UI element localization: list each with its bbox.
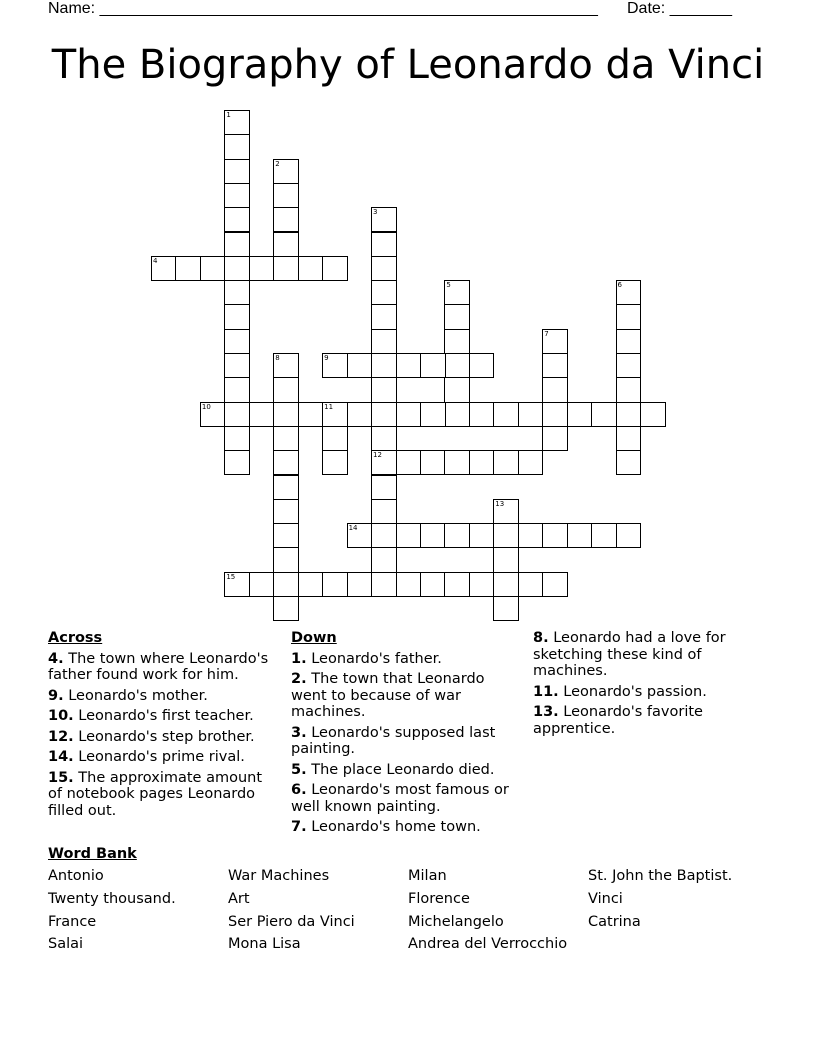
crossword-cell[interactable]	[616, 280, 642, 305]
clue-down: 8. Leonardo had a love for sketching these kind of machines.	[533, 630, 726, 679]
crossword-cell[interactable]	[224, 159, 250, 184]
crossword-cell[interactable]	[444, 280, 470, 305]
crossword-cell[interactable]	[469, 353, 495, 378]
crossword-cell[interactable]	[224, 572, 250, 597]
crossword-cell[interactable]	[542, 572, 568, 597]
crossword-cell[interactable]	[322, 256, 348, 281]
crossword-cell[interactable]	[444, 329, 470, 354]
crossword-cell[interactable]	[371, 232, 397, 257]
cell-number: 5	[446, 281, 451, 290]
crossword-cell[interactable]	[273, 159, 299, 184]
crossword-cell[interactable]	[224, 377, 250, 402]
clue-down: 5. The place Leonardo died.	[291, 761, 495, 778]
crossword-cell[interactable]	[444, 377, 470, 402]
crossword-cell[interactable]	[518, 523, 544, 548]
crossword-cell[interactable]	[224, 450, 250, 475]
down-clues-continued	[533, 630, 768, 741]
crossword-cell[interactable]	[469, 523, 495, 548]
crossword-cell[interactable]	[420, 572, 446, 597]
crossword-cell[interactable]	[469, 572, 495, 597]
crossword-cell[interactable]	[371, 499, 397, 524]
crossword-cell[interactable]	[273, 547, 299, 572]
crossword-cell[interactable]	[273, 572, 299, 597]
crossword-cell[interactable]	[371, 329, 397, 354]
crossword-cell[interactable]	[273, 207, 299, 232]
crossword-cell[interactable]	[616, 450, 642, 475]
cell-number: 10	[201, 402, 211, 411]
crossword-cell[interactable]	[444, 450, 470, 475]
crossword-cell[interactable]	[151, 256, 177, 281]
word-bank-item: Michelangelo	[408, 914, 504, 930]
cell-number: 9	[324, 354, 329, 362]
down-heading: Down	[291, 630, 337, 646]
crossword-cell[interactable]	[444, 353, 470, 378]
crossword-cell[interactable]	[616, 353, 642, 378]
crossword-cell[interactable]	[616, 329, 642, 354]
crossword-cell[interactable]	[591, 523, 617, 548]
cell-number: 11	[324, 402, 334, 411]
crossword-cell[interactable]	[396, 450, 422, 475]
clue-across: 9. Leonardo's mother.	[48, 687, 208, 704]
crossword-cell[interactable]	[322, 426, 348, 451]
page-title: The Biography of Leonardo da Vinci	[51, 42, 765, 88]
crossword-cell[interactable]	[616, 377, 642, 402]
crossword-cell[interactable]	[493, 523, 519, 548]
crossword-cell[interactable]	[396, 572, 422, 597]
clue-down: 11. Leonardo's passion.	[533, 683, 707, 700]
crossword-cell[interactable]	[420, 402, 446, 427]
across-clues	[48, 630, 278, 823]
crossword-cell[interactable]	[224, 280, 250, 305]
crossword-cell[interactable]	[444, 304, 470, 329]
crossword-cell[interactable]	[542, 523, 568, 548]
word-bank-item: Salai	[48, 936, 84, 952]
word-bank-item: St. John the Baptist.	[588, 868, 733, 884]
crossword-cell[interactable]	[616, 402, 642, 427]
word-bank-item: Florence	[408, 891, 470, 907]
crossword-cell[interactable]	[371, 450, 397, 475]
crossword-cell[interactable]	[224, 426, 250, 451]
crossword-cell[interactable]	[640, 402, 666, 427]
crossword-cell[interactable]	[224, 232, 250, 257]
crossword-cell[interactable]	[493, 450, 519, 475]
word-bank-item: War Machines	[228, 868, 330, 884]
crossword-cell[interactable]	[322, 572, 348, 597]
crossword-cell[interactable]	[518, 450, 544, 475]
date-field-label: Date: _______	[627, 0, 732, 17]
clue-across: 14. Leonardo's prime rival.	[48, 749, 245, 765]
crossword-cell[interactable]	[518, 402, 544, 427]
crossword-cell[interactable]	[273, 426, 299, 451]
crossword-cell[interactable]	[420, 353, 446, 378]
crossword-cell[interactable]	[616, 523, 642, 548]
cell-number: 15	[226, 572, 236, 581]
crossword-cell[interactable]	[224, 110, 250, 135]
crossword-cell[interactable]	[420, 523, 446, 548]
crossword-cell[interactable]	[249, 572, 275, 597]
crossword-cell[interactable]	[273, 450, 299, 475]
down-clues	[291, 630, 521, 840]
crossword-cell[interactable]	[347, 402, 373, 427]
crossword-cell[interactable]	[371, 280, 397, 305]
word-bank-item: Antonio	[48, 868, 104, 884]
crossword-cell[interactable]	[396, 353, 422, 378]
crossword-cell[interactable]	[371, 353, 397, 378]
crossword-cell[interactable]	[224, 256, 250, 281]
crossword-cell[interactable]	[518, 572, 544, 597]
crossword-cell[interactable]	[347, 523, 373, 548]
word-bank-item: Ser Piero da Vinci	[228, 914, 355, 930]
crossword-cell[interactable]	[224, 183, 250, 208]
crossword-cell[interactable]	[273, 402, 299, 427]
crossword-cell[interactable]	[493, 572, 519, 597]
word-bank-heading: Word Bank	[48, 846, 137, 862]
crossword-cell[interactable]	[469, 402, 495, 427]
crossword-cell[interactable]	[273, 596, 299, 621]
crossword-cell[interactable]	[493, 499, 519, 524]
crossword-cell[interactable]	[273, 523, 299, 548]
crossword-cell[interactable]	[444, 523, 470, 548]
crossword-cell[interactable]	[224, 304, 250, 329]
cell-number: 3	[373, 208, 378, 217]
word-bank-item: Andrea del Verrocchio	[408, 936, 568, 952]
crossword-cell[interactable]	[273, 499, 299, 524]
crossword-cell[interactable]	[567, 523, 593, 548]
crossword-cell[interactable]	[371, 304, 397, 329]
crossword-cell[interactable]	[175, 256, 201, 281]
crossword-cell[interactable]	[420, 450, 446, 475]
crossword-cell[interactable]	[347, 353, 373, 378]
clue-across: 10. Leonardo's first teacher.	[48, 708, 254, 724]
cell-number: 7	[544, 329, 549, 338]
crossword-cell[interactable]	[469, 450, 495, 475]
crossword-cell[interactable]	[371, 475, 397, 500]
cell-number: 4	[153, 256, 158, 265]
crossword-cell[interactable]	[616, 426, 642, 451]
crossword-cell[interactable]	[273, 353, 299, 378]
clue-across: 15. The approximate amount of notebook pages Leonardo filled out.	[48, 769, 263, 819]
crossword-cell[interactable]	[371, 207, 397, 232]
cell-number: 8	[275, 354, 280, 362]
cell-number: 2	[275, 159, 280, 168]
crossword-cell[interactable]	[224, 207, 250, 232]
name-field-label: Name: ________________________________________________________	[48, 0, 598, 17]
crossword-cell[interactable]	[542, 353, 568, 378]
clue-down: 6. Leonardo's most famous or well known painting.	[291, 782, 509, 815]
cell-number: 12	[373, 451, 382, 460]
crossword-cell[interactable]	[493, 547, 519, 572]
cell-number: 1	[226, 111, 231, 119]
crossword-cell[interactable]	[298, 572, 324, 597]
word-bank-item: Mona Lisa	[228, 936, 301, 952]
crossword-cell[interactable]	[322, 450, 348, 475]
crossword-cell[interactable]	[249, 256, 275, 281]
crossword-cell[interactable]	[493, 596, 519, 621]
clue-down: 3. Leonardo's supposed last painting.	[291, 724, 496, 757]
crossword-cell[interactable]	[224, 353, 250, 378]
word-bank-item: Milan	[408, 868, 447, 884]
crossword-cell[interactable]	[322, 353, 348, 378]
crossword-cell[interactable]	[273, 256, 299, 281]
crossword-cell[interactable]	[396, 523, 422, 548]
crossword-cell[interactable]	[616, 304, 642, 329]
clue-down: 13. Leonardo's favorite apprentice.	[533, 704, 703, 737]
clue-down: 1. Leonardo's father.	[291, 650, 442, 667]
crossword-cell[interactable]	[371, 572, 397, 597]
crossword-cell[interactable]	[249, 402, 275, 427]
crossword-cell[interactable]	[371, 256, 397, 281]
clue-down: 2. The town that Leonardo went to because of war machines.	[291, 671, 485, 720]
crossword-cell[interactable]	[444, 572, 470, 597]
crossword-cell[interactable]	[200, 256, 226, 281]
clue-across: 4. The town where Leonardo's father found work for him.	[48, 650, 269, 683]
crossword-cell[interactable]	[224, 402, 250, 427]
crossword-cell[interactable]	[493, 402, 519, 427]
crossword-cell[interactable]	[542, 329, 568, 354]
crossword-cell[interactable]	[591, 402, 617, 427]
clue-down: 7. Leonardo's home town.	[291, 819, 481, 835]
crossword-cell[interactable]	[567, 402, 593, 427]
cell-number: 13	[495, 499, 505, 508]
cell-number: 14	[348, 524, 358, 533]
crossword-cell[interactable]	[542, 377, 568, 402]
word-bank-item: France	[48, 914, 97, 930]
crossword-cell[interactable]	[542, 402, 568, 427]
word-bank-item: Vinci	[588, 891, 623, 907]
crossword-cell[interactable]	[371, 377, 397, 402]
crossword-cell[interactable]	[273, 232, 299, 257]
crossword-cell[interactable]	[542, 426, 568, 451]
crossword-cell[interactable]	[347, 572, 373, 597]
word-bank-item: Twenty thousand.	[48, 891, 176, 907]
across-heading: Across	[48, 630, 103, 646]
crossword-cell[interactable]	[273, 377, 299, 402]
crossword-cell[interactable]	[298, 256, 324, 281]
clue-across: 12. Leonardo's step brother.	[48, 728, 255, 745]
crossword-cell[interactable]	[200, 402, 226, 427]
crossword-cell[interactable]	[371, 547, 397, 572]
crossword-cell[interactable]	[371, 523, 397, 548]
word-bank-item: Art	[228, 891, 250, 907]
crossword-cell[interactable]	[371, 402, 397, 427]
crossword-cell[interactable]	[273, 475, 299, 500]
crossword-cell[interactable]	[371, 426, 397, 451]
crossword-cell[interactable]	[224, 329, 250, 354]
crossword-cell[interactable]	[273, 183, 299, 208]
crossword-cell[interactable]	[396, 402, 422, 427]
crossword-cell[interactable]	[444, 402, 470, 427]
crossword-cell[interactable]	[322, 402, 348, 427]
crossword-cell[interactable]	[224, 134, 250, 159]
cell-number: 6	[617, 281, 623, 290]
crossword-cell[interactable]	[298, 402, 324, 427]
word-bank-item: Catrina	[588, 914, 641, 930]
